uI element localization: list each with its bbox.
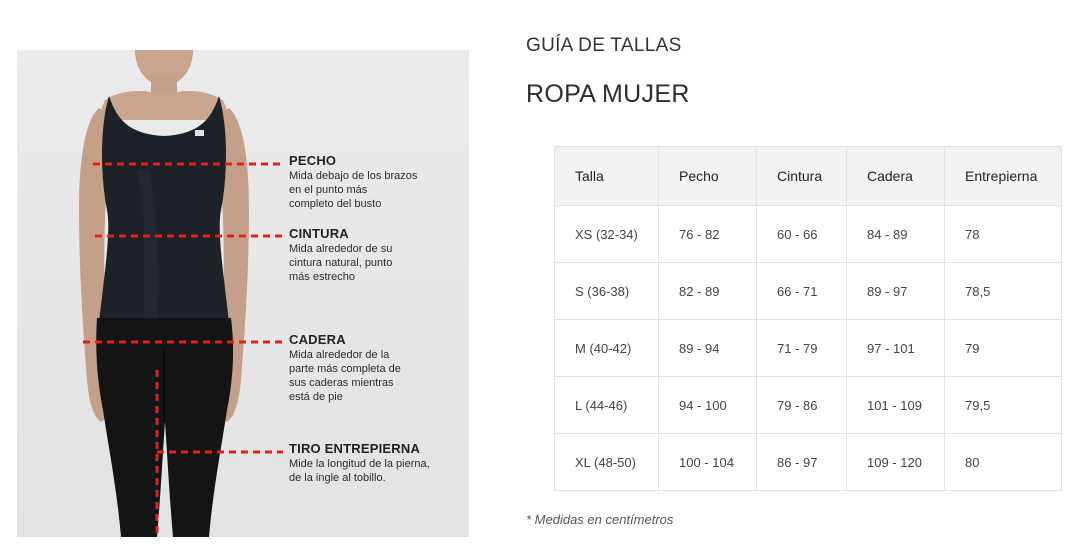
table-row (555, 377, 1062, 434)
table-cell: 79 (945, 320, 1062, 377)
measure-title: TIRO ENTREPIERNA (289, 441, 421, 456)
measure-description: Mida alrededor de su cintura natural, punto más estrecho (289, 243, 393, 283)
column-header-chest: Pecho (659, 147, 757, 206)
measure-description: Mida debajo de los brazos en el punto más completo del busto (289, 170, 418, 210)
table-cell: 101 - 109 (847, 377, 945, 434)
table-cell: 78 (945, 206, 1062, 263)
table-row (555, 320, 1062, 377)
table-cell: 109 - 120 (847, 434, 945, 491)
table-cell: 71 - 79 (757, 320, 847, 377)
table-cell: 80 (945, 434, 1062, 491)
table-cell: 66 - 71 (757, 263, 847, 320)
table-cell: 97 - 101 (847, 320, 945, 377)
measure-description: Mide la longitud de la pierna, de la ingle al tobillo. (289, 458, 430, 484)
measure-waist (289, 227, 449, 284)
table-cell: 86 - 97 (757, 434, 847, 491)
column-header-inseam: Entrepierna (945, 147, 1062, 206)
measure-chest (289, 154, 449, 211)
table-row (555, 434, 1062, 491)
column-header-size: Talla (555, 147, 659, 206)
size-table (554, 146, 1062, 491)
table-cell: 84 - 89 (847, 206, 945, 263)
measure-inseam (289, 442, 449, 485)
column-header-waist: Cintura (757, 147, 847, 206)
table-cell: L (44-46) (555, 377, 659, 434)
guide-subtitle: ROPA MUJER (526, 80, 690, 108)
table-cell: XS (32-34) (555, 206, 659, 263)
table-header-row (555, 147, 1062, 206)
column-header-hip: Cadera (847, 147, 945, 206)
table-cell: S (36-38) (555, 263, 659, 320)
table-cell: XL (48-50) (555, 434, 659, 491)
measure-title: PECHO (289, 153, 337, 168)
table-cell: 78,5 (945, 263, 1062, 320)
table-cell: M (40-42) (555, 320, 659, 377)
measure-title: CINTURA (289, 226, 349, 241)
table-cell: 100 - 104 (659, 434, 757, 491)
footnote: * Medidas en centímetros (526, 512, 674, 527)
measure-description: Mida alrededor de la parte más completa de sus caderas mientras está de pie (289, 349, 401, 403)
table-row (555, 263, 1062, 320)
table-cell: 79,5 (945, 377, 1062, 434)
table-cell: 76 - 82 (659, 206, 757, 263)
guide-title: GUÍA DE TALLAS (526, 35, 682, 56)
table-cell: 82 - 89 (659, 263, 757, 320)
measure-hip (289, 333, 449, 404)
table-cell: 89 - 94 (659, 320, 757, 377)
table-cell: 89 - 97 (847, 263, 945, 320)
table-cell: 79 - 86 (757, 377, 847, 434)
measure-title: CADERA (289, 332, 346, 347)
model-measurement-image (17, 50, 469, 537)
table-cell: 94 - 100 (659, 377, 757, 434)
table-row (555, 206, 1062, 263)
table-cell: 60 - 66 (757, 206, 847, 263)
